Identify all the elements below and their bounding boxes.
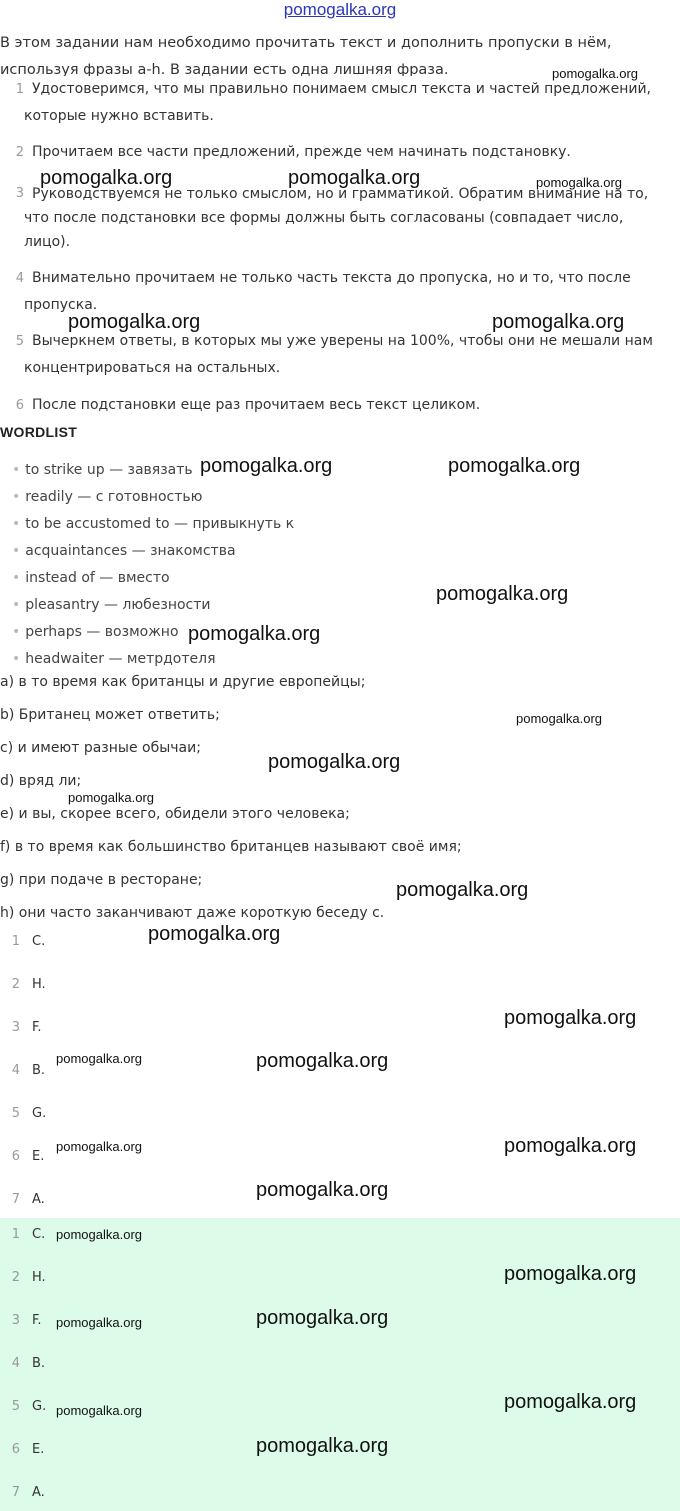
wordlist-text: acquaintances — знакомства	[25, 543, 236, 559]
wordlist-item	[12, 516, 294, 532]
wordlist-item	[12, 489, 202, 505]
bullet-icon: •	[12, 651, 21, 667]
answer-number: 6	[11, 1149, 20, 1164]
answer-row-highlighted	[0, 1442, 680, 1482]
watermark: pomogalka.org	[68, 311, 201, 333]
step-number: 2	[15, 145, 24, 160]
answer-row-highlighted	[0, 1313, 680, 1353]
watermark: pomogalka.org	[516, 711, 602, 726]
step-text: Руководствуемся не только смыслом, но и грамматикой. Обратим внимание на то, что после подстановки все формы должны быть согласованы (совпадает число, лицо).	[24, 186, 649, 250]
step-text: Прочитаем все части предложений, прежде чем начинать подстановку.	[32, 144, 571, 160]
answer-number: 2	[11, 1270, 20, 1285]
step-number: 4	[15, 271, 24, 286]
step-number: 6	[15, 398, 24, 413]
answer-letter: E.	[32, 1149, 45, 1164]
answer-number: 3	[11, 1313, 20, 1328]
watermark: pomogalka.org	[504, 1135, 637, 1157]
option-item: a) в то время как британцы и другие европейцы;	[0, 674, 366, 690]
wordlist-heading: WORDLIST	[0, 424, 78, 440]
watermark: pomogalka.org	[56, 1227, 142, 1242]
answer-letter: A.	[32, 1485, 45, 1500]
wordlist-text: headwaiter — метрдотеля	[25, 651, 216, 667]
answer-number: 1	[11, 934, 20, 949]
answer-row-highlighted	[0, 1485, 680, 1511]
answer-number: 1	[11, 1227, 20, 1242]
bullet-icon: •	[12, 516, 21, 532]
option-item: g) при подаче в ресторане;	[0, 872, 203, 888]
watermark: pomogalka.org	[148, 923, 281, 945]
answer-row	[0, 1149, 680, 1189]
watermark: pomogalka.org	[504, 1391, 637, 1413]
option-item: h) они часто заканчивают даже короткую беседу с.	[0, 905, 385, 921]
watermark: pomogalka.org	[256, 1435, 389, 1457]
step-text: После подстановки еще раз прочитаем весь текст целиком.	[32, 397, 481, 413]
wordlist-text: readily — с готовностью	[25, 489, 203, 505]
step-number: 5	[15, 334, 24, 349]
step-item	[0, 392, 672, 419]
watermark: pomogalka.org	[492, 311, 625, 333]
watermark: pomogalka.org	[40, 167, 173, 189]
option-item: c) и имеют разные обычаи;	[0, 740, 201, 756]
answer-number: 6	[11, 1442, 20, 1457]
answer-row	[0, 934, 680, 974]
step-item	[0, 182, 672, 254]
step-item	[0, 76, 672, 130]
wordlist-item	[12, 651, 216, 667]
watermark: pomogalka.org	[256, 1050, 389, 1072]
step-number: 1	[15, 82, 24, 97]
step-text: Удостоверимся, что мы правильно понимаем смысл текста и частей предложений, которые нужно вставить.	[24, 81, 652, 124]
watermark: pomogalka.org	[436, 583, 569, 605]
wordlist-item	[12, 597, 211, 613]
answer-letter: G.	[32, 1106, 47, 1121]
wordlist-text: to be accustomed to — привыкнуть к	[25, 516, 295, 532]
bullet-icon: •	[12, 597, 21, 613]
watermark: pomogalka.org	[188, 623, 321, 645]
answer-number: 3	[11, 1020, 20, 1035]
watermark: pomogalka.org	[504, 1263, 637, 1285]
answer-letter: H.	[32, 977, 46, 992]
answer-letter: F.	[32, 1313, 42, 1328]
answer-letter: H.	[32, 1270, 46, 1285]
wordlist-text: instead of — вместо	[25, 570, 170, 586]
watermark: pomogalka.org	[268, 751, 401, 773]
wordlist-text: perhaps — возможно	[25, 624, 179, 640]
step-item	[0, 139, 672, 166]
answer-number: 7	[11, 1192, 20, 1207]
answer-number: 7	[11, 1485, 20, 1500]
watermark: pomogalka.org	[448, 455, 581, 477]
answer-number: 5	[11, 1106, 20, 1121]
option-item: d) вряд ли;	[0, 773, 82, 789]
answer-row-highlighted	[0, 1227, 680, 1267]
wordlist-item	[12, 462, 193, 478]
site-header-link[interactable]: pomogalka.org	[283, 0, 397, 19]
answer-row-highlighted	[0, 1399, 680, 1439]
answer-letter: F.	[32, 1020, 42, 1035]
watermark: pomogalka.org	[56, 1139, 142, 1154]
watermark: pomogalka.org	[256, 1307, 389, 1329]
watermark: pomogalka.org	[504, 1007, 637, 1029]
answer-letter: B.	[32, 1063, 46, 1078]
watermark: pomogalka.org	[56, 1051, 142, 1066]
answer-letter: E.	[32, 1442, 45, 1457]
answer-letter: B.	[32, 1356, 46, 1371]
answer-row-highlighted	[0, 1270, 680, 1310]
wordlist-item	[12, 624, 179, 640]
answer-row	[0, 1063, 680, 1103]
step-item	[0, 328, 672, 382]
option-item: f) в то время как большинство британцев называют своё имя;	[0, 839, 462, 855]
answer-number: 4	[11, 1356, 20, 1371]
answer-letter: C.	[32, 934, 46, 949]
option-item: b) Британец может ответить;	[0, 707, 220, 723]
bullet-icon: •	[12, 543, 21, 559]
answer-number: 2	[11, 977, 20, 992]
wordlist-text: to strike up — завязать	[25, 462, 193, 478]
answer-row-highlighted	[0, 1356, 680, 1396]
watermark: pomogalka.org	[552, 66, 638, 81]
step-text: Внимательно прочитаем не только часть текста до пропуска, но и то, что после пропуска.	[24, 270, 631, 313]
answer-row	[0, 1106, 680, 1146]
watermark: pomogalka.org	[536, 175, 622, 190]
step-number: 3	[15, 186, 24, 201]
bullet-icon: •	[12, 624, 21, 640]
watermark: pomogalka.org	[288, 167, 421, 189]
answer-row	[0, 977, 680, 1017]
watermark: pomogalka.org	[56, 1403, 142, 1418]
watermark: pomogalka.org	[396, 879, 529, 901]
answer-row	[0, 1020, 680, 1060]
watermark: pomogalka.org	[256, 1179, 389, 1201]
watermark: pomogalka.org	[68, 790, 154, 805]
answer-letter: A.	[32, 1192, 45, 1207]
answer-number: 5	[11, 1399, 20, 1414]
answer-letter: C.	[32, 1227, 46, 1242]
wordlist-item	[12, 543, 236, 559]
step-item	[0, 265, 672, 319]
watermark: pomogalka.org	[200, 455, 333, 477]
bullet-icon: •	[12, 462, 21, 478]
wordlist-text: pleasantry — любезности	[25, 597, 211, 613]
answer-letter: G.	[32, 1399, 47, 1414]
bullet-icon: •	[12, 570, 21, 586]
option-item: e) и вы, скорее всего, обидели этого человека;	[0, 806, 350, 822]
wordlist-item	[12, 570, 170, 586]
step-text: Вычеркнем ответы, в которых мы уже уверены на 100%, чтобы они не мешали нам концентрироваться на остальных.	[24, 333, 653, 376]
watermark: pomogalka.org	[56, 1315, 142, 1330]
bullet-icon: •	[12, 489, 21, 505]
intro-text: В этом задании нам необходимо прочитать текст и дополнить пропуски в нём, используя фразы a-h. В задании есть одна лишняя фраза.	[0, 35, 612, 76]
answer-number: 4	[11, 1063, 20, 1078]
